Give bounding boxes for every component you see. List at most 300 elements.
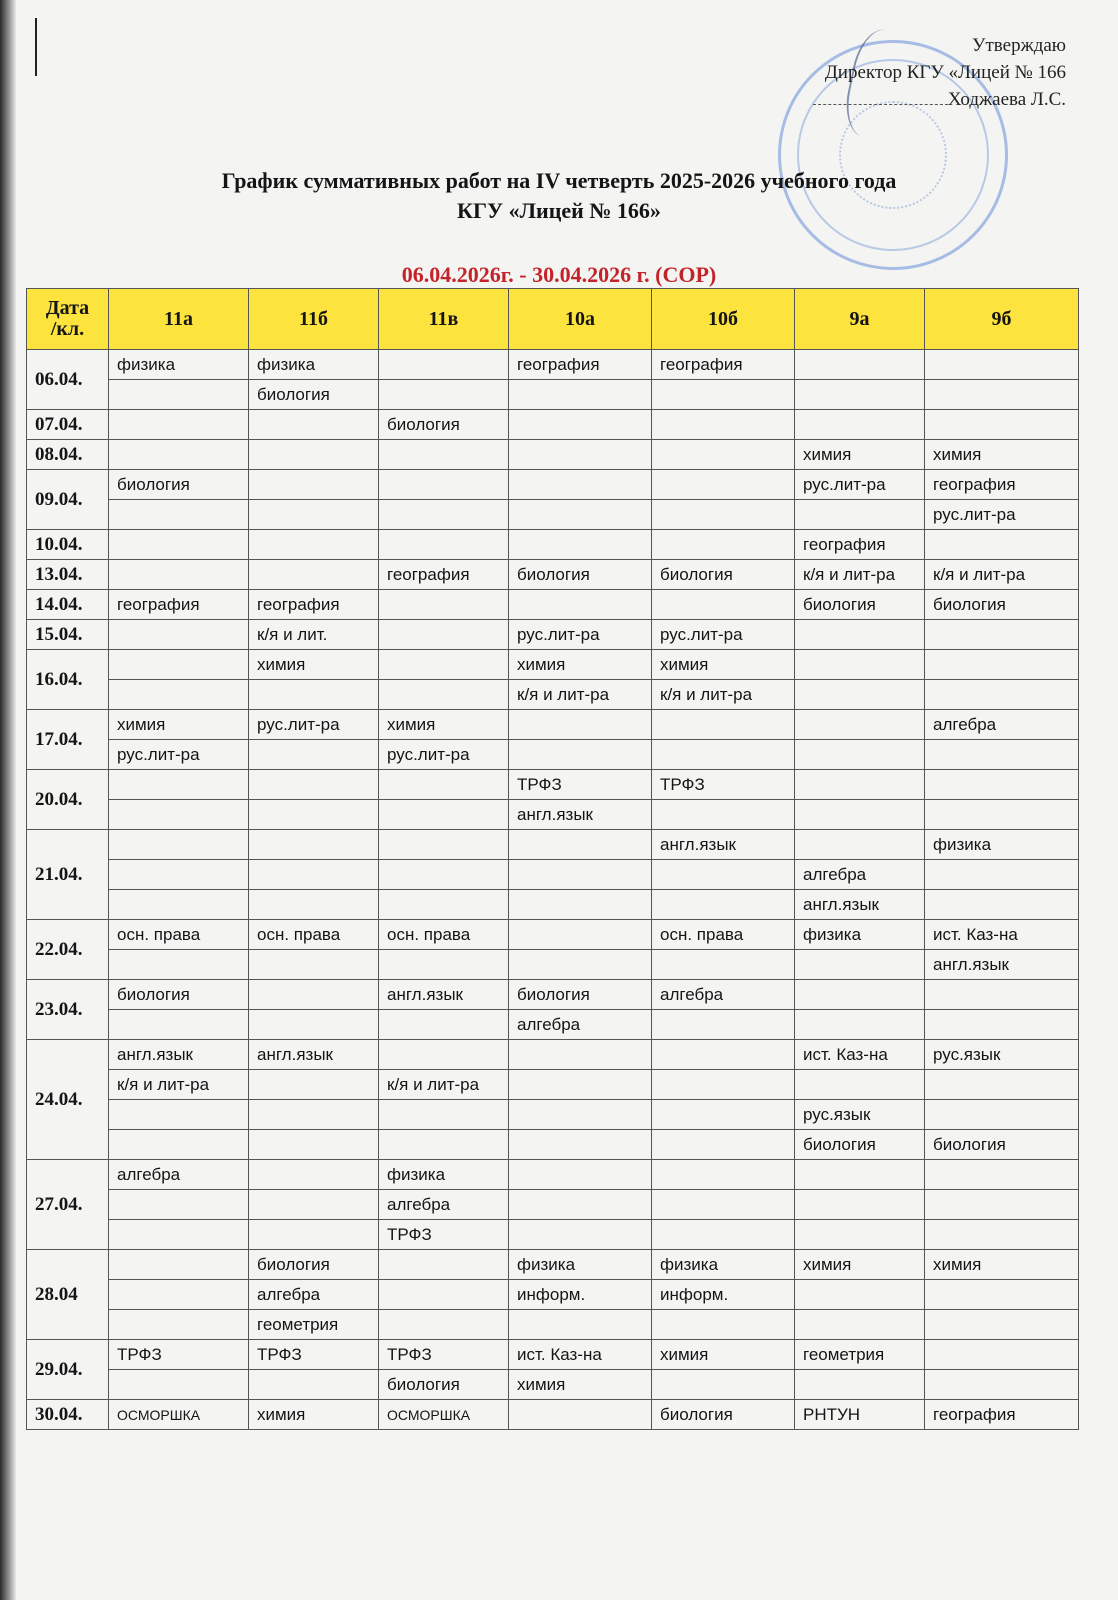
director-name-line [813,86,1066,113]
subject-cell [925,980,1079,1010]
subject-cell: к/я и лит-ра [652,680,795,710]
subject-cell [509,740,652,770]
subject-cell [652,800,795,830]
table-row [27,530,1079,560]
subject-cell [379,1010,509,1040]
class-column-header: 10б [652,289,795,350]
subject-cell [109,770,249,800]
subject-cell [379,950,509,980]
subject-cell: химия [925,1250,1079,1280]
subject-cell [795,350,925,380]
date-cell: 21.04. [27,830,109,920]
date-column-header [27,289,109,350]
subject-cell [509,950,652,980]
subject-cell [652,380,795,410]
subject-cell [925,410,1079,440]
date-cell: 29.04. [27,1340,109,1400]
subject-cell [249,950,379,980]
subject-cell: осн. права [249,920,379,950]
subject-cell [795,740,925,770]
subject-cell: рус.лит-ра [509,620,652,650]
subject-cell [925,530,1079,560]
subject-cell [379,770,509,800]
subject-cell [109,410,249,440]
subject-cell: биология [109,470,249,500]
subject-cell: осн. права [379,920,509,950]
subject-cell [795,710,925,740]
subject-cell [652,410,795,440]
table-row [27,1010,1079,1040]
date-cell: 30.04. [27,1400,109,1430]
subject-cell [379,830,509,860]
table-row [27,710,1079,740]
subject-cell [509,470,652,500]
subject-cell [109,1250,249,1280]
table-row [27,560,1079,590]
table-row [27,980,1079,1010]
subject-cell [249,770,379,800]
subject-cell [379,1040,509,1070]
subject-cell: к/я и лит-ра [379,1070,509,1100]
subject-cell: биология [109,980,249,1010]
subject-cell [109,1310,249,1340]
subject-cell [379,1280,509,1310]
subject-cell [379,440,509,470]
subject-cell: англ.язык [379,980,509,1010]
subject-cell: ист. Каз-на [509,1340,652,1370]
subject-cell [109,1010,249,1040]
subject-cell: география [925,1400,1079,1430]
period-range: 06.04.2026г. - 30.04.2026 г. (СОР) [401,262,717,287]
class-column-header: 11в [379,289,509,350]
subject-cell: биология [509,560,652,590]
subject-cell [652,440,795,470]
date-cell: 16.04. [27,650,109,710]
table-row [27,380,1079,410]
subject-cell: РНТУН [795,1400,925,1430]
subject-cell [109,1370,249,1400]
subject-cell: алгебра [925,710,1079,740]
subject-cell [249,1010,379,1040]
subject-cell [509,1220,652,1250]
subject-cell: ТРФЗ [652,770,795,800]
subject-cell [109,530,249,560]
subject-cell [249,500,379,530]
subject-cell: химия [249,650,379,680]
subject-cell [652,590,795,620]
subject-cell: рус.лит-ра [249,710,379,740]
subject-cell: осн. права [109,920,249,950]
subject-cell: химия [509,650,652,680]
subject-cell [795,1190,925,1220]
date-cell: 28.04 [27,1250,109,1340]
subject-cell [249,800,379,830]
table-row [27,650,1079,680]
subject-cell: география [925,470,1079,500]
subject-cell [795,380,925,410]
subject-cell: алгебра [249,1280,379,1310]
subject-cell: англ.язык [249,1040,379,1070]
subject-cell: к/я и лит-ра [109,1070,249,1100]
table-row [27,1310,1079,1340]
subject-cell: химия [795,1250,925,1280]
subject-cell [795,1220,925,1250]
subject-cell [795,1070,925,1100]
subject-cell [795,770,925,800]
subject-cell [509,500,652,530]
subject-cell: ОСМОРШКА [109,1400,249,1430]
subject-cell [925,890,1079,920]
subject-cell [795,410,925,440]
school-name: КГУ «Лицей № 166» [457,198,661,223]
class-column-header: 9а [795,289,925,350]
subject-cell: информ. [509,1280,652,1310]
table-row [27,680,1079,710]
subject-cell [652,500,795,530]
subject-cell [509,860,652,890]
subject-cell [652,710,795,740]
subject-cell [249,740,379,770]
subject-cell [925,1190,1079,1220]
subject-cell: биология [652,1400,795,1430]
table-row [27,1070,1079,1100]
subject-cell [379,800,509,830]
table-row [27,410,1079,440]
subject-cell: биология [379,1370,509,1400]
subject-cell: химия [109,710,249,740]
approval-block [813,32,1066,113]
subject-cell [109,650,249,680]
date-cell: 08.04. [27,440,109,470]
margin-mark [35,18,37,76]
table-row [27,1100,1079,1130]
subject-cell [509,1040,652,1070]
subject-cell: ТРФЗ [109,1340,249,1370]
subject-cell [652,1310,795,1340]
table-row [27,590,1079,620]
subject-cell [509,440,652,470]
subject-cell [249,530,379,560]
subject-cell: биология [925,1130,1079,1160]
table-row [27,1190,1079,1220]
signature-line [813,104,948,105]
subject-cell: геометрия [795,1340,925,1370]
subject-cell: химия [249,1400,379,1430]
subject-cell [925,1310,1079,1340]
table-row [27,440,1079,470]
subject-cell [379,1100,509,1130]
subject-cell [925,650,1079,680]
subject-cell [379,350,509,380]
subject-cell [925,1220,1079,1250]
subject-cell: англ.язык [795,890,925,920]
subject-cell [109,1280,249,1310]
subject-cell: биология [795,590,925,620]
subject-cell: физика [109,350,249,380]
table-row [27,1280,1079,1310]
table-row [27,500,1079,530]
table-body [27,350,1079,1430]
date-cell: 15.04. [27,620,109,650]
subject-cell [249,1370,379,1400]
table-row [27,740,1079,770]
subject-cell [795,830,925,860]
subject-cell [652,1100,795,1130]
subject-cell [795,950,925,980]
subject-cell: химия [652,650,795,680]
subject-cell: рус.лит-ра [379,740,509,770]
subject-cell [379,530,509,560]
subject-cell [925,1280,1079,1310]
subject-cell: алгебра [509,1010,652,1040]
date-cell: 23.04. [27,980,109,1040]
subject-cell: рус.лит-ра [925,500,1079,530]
subject-cell [652,740,795,770]
subject-cell: алгебра [379,1190,509,1220]
table-row [27,770,1079,800]
subject-cell [109,1220,249,1250]
subject-cell: физика [795,920,925,950]
subject-cell [925,1100,1079,1130]
subject-cell [652,1370,795,1400]
table-row [27,1340,1079,1370]
subject-cell: химия [925,440,1079,470]
table-row [27,830,1079,860]
subject-cell [652,1160,795,1190]
subject-cell: рус.лит-ра [652,620,795,650]
subject-cell: география [379,560,509,590]
date-cell: 09.04. [27,470,109,530]
subject-cell: алгебра [109,1160,249,1190]
subject-cell [109,800,249,830]
subject-cell: осн. права [652,920,795,950]
subject-cell [925,1340,1079,1370]
subject-cell: ист. Каз-на [925,920,1079,950]
subject-cell: ТРФЗ [379,1340,509,1370]
subject-cell [379,1130,509,1160]
subject-cell [249,440,379,470]
class-column-header: 11а [109,289,249,350]
subject-cell [652,1040,795,1070]
subject-cell [795,1010,925,1040]
subject-cell: география [652,350,795,380]
date-header-label: Дата [45,297,90,319]
subject-cell [509,530,652,560]
subject-cell [795,1160,925,1190]
subject-cell: география [109,590,249,620]
date-cell: 22.04. [27,920,109,980]
subject-cell [379,860,509,890]
subject-cell [509,1190,652,1220]
subject-cell [249,1220,379,1250]
table-row [27,620,1079,650]
subject-cell [109,1190,249,1220]
schedule-table [26,288,1079,1430]
date-cell: 06.04. [27,350,109,410]
subject-cell [249,980,379,1010]
class-column-header: 10а [509,289,652,350]
subject-cell: ОСМОРШКА [379,1400,509,1430]
subject-cell [379,380,509,410]
subject-cell: химия [379,710,509,740]
subject-cell: география [509,350,652,380]
subject-cell [109,560,249,590]
subject-cell [109,680,249,710]
table-row [27,470,1079,500]
director-name: Ходжаева Л.С. [947,89,1066,110]
table-row [27,1220,1079,1250]
date-cell: 14.04. [27,590,109,620]
subject-cell [109,380,249,410]
subject-cell [925,350,1079,380]
subject-cell: информ. [652,1280,795,1310]
subject-cell [925,800,1079,830]
subject-cell [509,710,652,740]
subject-cell [109,890,249,920]
subject-cell: химия [652,1340,795,1370]
table-row [27,920,1079,950]
subject-cell [652,860,795,890]
subject-cell [509,1310,652,1340]
subject-cell [379,680,509,710]
subject-cell: биология [652,560,795,590]
subject-cell [925,1010,1079,1040]
subject-cell [795,680,925,710]
subject-cell [509,890,652,920]
subject-cell [652,1070,795,1100]
table-row [27,1400,1079,1430]
subject-cell [249,560,379,590]
subject-cell [379,590,509,620]
subject-cell [925,380,1079,410]
approval-label: Утверждаю [972,35,1066,56]
subject-cell: физика [925,830,1079,860]
subject-cell [652,530,795,560]
document-title: График суммативных работ на IV четверть 2025-2026 учебного года [221,168,897,193]
date-cell: 27.04. [27,1160,109,1250]
subject-cell: биология [249,380,379,410]
subject-cell [109,1100,249,1130]
subject-cell: геометрия [249,1310,379,1340]
subject-cell: рус.лит-ра [109,740,249,770]
subject-cell [795,650,925,680]
subject-cell: к/я и лит-ра [509,680,652,710]
subject-cell: рус.язык [795,1100,925,1130]
subject-cell: ТРФЗ [379,1220,509,1250]
subject-cell: алгебра [652,980,795,1010]
subject-cell: ист. Каз-на [795,1040,925,1070]
table-row [27,1040,1079,1070]
subject-cell [509,1070,652,1100]
subject-cell [249,1130,379,1160]
subject-cell [249,470,379,500]
subject-cell: биология [925,590,1079,620]
subject-cell: физика [379,1160,509,1190]
subject-cell [925,1160,1079,1190]
subject-cell [652,1130,795,1160]
date-cell: 10.04. [27,530,109,560]
subject-cell: англ.язык [652,830,795,860]
subject-cell [925,1070,1079,1100]
subject-cell: география [795,530,925,560]
subject-cell [249,1070,379,1100]
subject-cell [249,1160,379,1190]
subject-cell: химия [509,1370,652,1400]
subject-cell: рус.язык [925,1040,1079,1070]
subject-cell: биология [249,1250,379,1280]
subject-cell [509,1400,652,1430]
date-cell: 20.04. [27,770,109,830]
date-cell: 13.04. [27,560,109,590]
table-row [27,890,1079,920]
subject-cell: к/я и лит. [249,620,379,650]
subject-cell: англ.язык [509,800,652,830]
subject-cell [109,860,249,890]
subject-cell [795,1280,925,1310]
table-row [27,1160,1079,1190]
subject-cell [109,950,249,980]
subject-cell [379,650,509,680]
table-row [27,1130,1079,1160]
subject-cell [795,800,925,830]
director-title: Директор КГУ «Лицей № 166 [824,62,1066,83]
subject-cell: рус.лит-ра [795,470,925,500]
subject-cell [795,980,925,1010]
subject-cell [925,740,1079,770]
subject-cell [249,680,379,710]
subject-cell [379,620,509,650]
subject-cell [109,620,249,650]
subject-cell [795,1310,925,1340]
subject-cell: география [249,590,379,620]
subject-cell [509,830,652,860]
subject-cell: физика [249,350,379,380]
subject-cell [109,500,249,530]
subject-cell [509,920,652,950]
subject-cell [925,770,1079,800]
table-row [27,950,1079,980]
subject-cell [795,620,925,650]
subject-cell: биология [795,1130,925,1160]
date-cell: 17.04. [27,710,109,770]
date-cell: 24.04. [27,1040,109,1160]
table-row [27,1370,1079,1400]
subject-cell [652,950,795,980]
subject-cell [379,1250,509,1280]
subject-cell: физика [509,1250,652,1280]
subject-cell [652,470,795,500]
subject-cell [379,890,509,920]
subject-cell: англ.язык [925,950,1079,980]
subject-cell [249,1190,379,1220]
subject-cell [652,890,795,920]
subject-cell [109,1130,249,1160]
class-header-label: /кл. [50,318,85,340]
subject-cell [509,380,652,410]
subject-cell [249,890,379,920]
subject-cell [379,470,509,500]
subject-cell: к/я и лит-ра [795,560,925,590]
subject-cell [509,410,652,440]
scan-edge-shadow [0,0,16,1600]
subject-cell: химия [795,440,925,470]
subject-cell: биология [509,980,652,1010]
subject-cell [925,680,1079,710]
subject-cell [652,1190,795,1220]
subject-cell [109,830,249,860]
subject-cell [379,500,509,530]
class-column-header: 9б [925,289,1079,350]
